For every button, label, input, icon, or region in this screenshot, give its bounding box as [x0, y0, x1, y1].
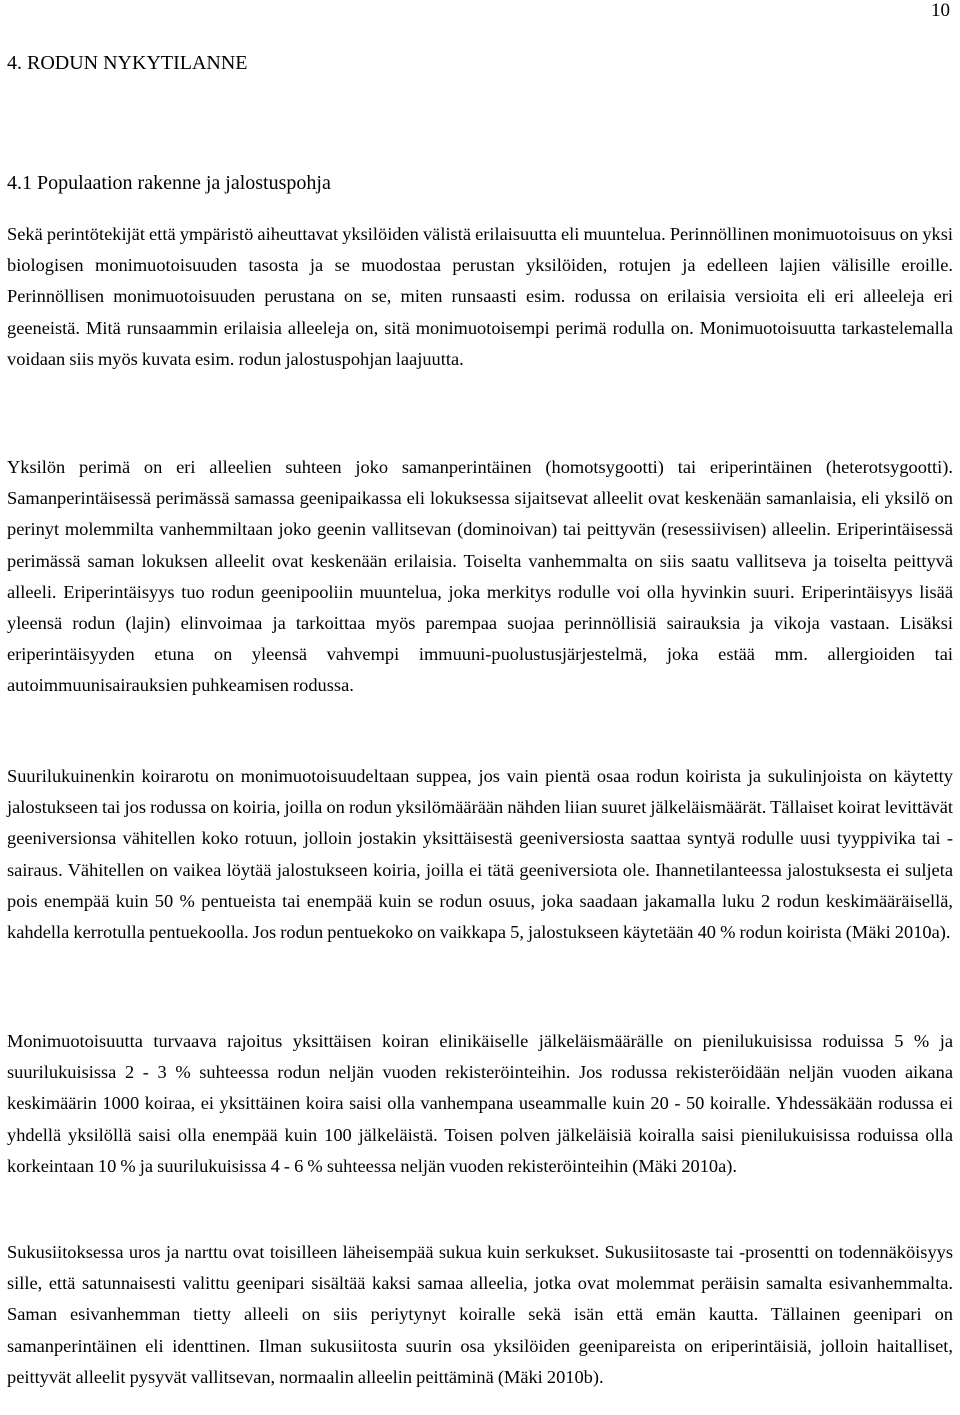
- paragraph-heterozygosity: Yksilön perimä on eri alleelien suhteen joko samanperintäinen (homotsygootti) tai eriperintäinen (heterotsygootti). Samanperintäisessä perimässä samassa geenipaikassa eli lokuksessa sijaitsevat alleelit ovat keskenään samanlaisia, eli yksilö on perinyt molemmilta vanhemmiltaan joko geenin vallitsevan (dominoivan) tai peittyvän (resessiivisen) alleelin. Eriperintäisessä perimässä saman lokuksen alleelit ovat keskenään erilaisia. Toiselta vanhemmalta on siis saatu vallitseva ja toiselta peittyvä alleeli. Eriperintäisyys tuo rodun geenipooliin muuntelua, joka merkitys rodulle voi olla hyvinkin suuri. Eriperintäisyys lisää yleensä rodun (lajin) elinvoimaa ja tarkoittaa myös parempaa suojaa perinnöllisiä sairauksia ja vikoja vastaan. Lisäksi eriperintäisyyden etuna on yleensä vahvempi immuuni-puolustusjärjestelmä, joka estää mm. allergioiden tai autoimmuunisairauksien puhkeamisen rodussa.: [7, 457, 953, 696]
- chapter-title: 4. RODUN NYKYTILANNE: [7, 52, 248, 74]
- page-number: 10: [931, 0, 950, 21]
- section-title: 4.1 Populaation rakenne ja jalostuspohja: [7, 172, 331, 194]
- paragraph-genetic-diversity: Sekä perintötekijät että ympäristö aiheuttavat yksilöiden välistä erilaisuutta eli muuntelua. Perinnöllinen monimuotoisuus on yksi biologisen monimuotoisuuden tasosta ja se muodostaa perustan yksilöiden, rotujen ja edelleen lajien välisille eroille. Perinnöllisen monimuotoisuuden perustana on se, miten runsaasti esim. rodussa on erilaisia versioita eli eri alleeleja eri geeneistä. Mitä runsaammin erilaisia alleeleja on, sitä monimuotoisempi perimä rodulla on. Monimuotoisuutta tarkastelemalla voidaan siis myös kuvata esim. rodun jalostuspohjan laajuutta.: [7, 224, 953, 369]
- paragraph-inbreeding: Sukusiitoksessa uros ja narttu ovat toisilleen läheisempää sukua kuin serkukset. Sukusiitosaste tai -prosentti on todennäköisyys sille, että satunnaisesti valittu geenipari sisältää kaksi samaa alleelia, jotka ovat molemmat peräisin samalta esivanhemmalta. Saman esivanhemman tietty alleeli on siis periytynyt koiralle sekä isän että emän kautta. Tällainen geenipari on samanperintäinen eli identtinen. Ilman sukusiitosta suurin osa yksilöiden geenipareista on eriperintäisiä, jolloin haitalliset, peittyvät alleelit pysyvät vallitsevan, normaalin alleelin peittäminä (Mäki 2010b).: [7, 1242, 953, 1387]
- paragraph-offspring-limits: Monimuotoisuutta turvaava rajoitus yksittäisen koiran elinikäiselle jälkeläismäärälle on pienilukuisissa roduissa 5 % ja suurilukuisissa 2 - 3 % suhteessa rodun neljän vuoden rekisteröinteihin. Jos rodussa rekisteröidään neljän vuoden aikana keskimäärin 1000 koiraa, ei yksittäinen koira saisi olla vanhempana useammalle kuin 20 - 50 koiralle. Yhdessäkään rodussa ei yhdellä yksilöllä saisi olla enempää kuin 100 jälkeläistä. Toisen polven jälkeläisiä koiralla saisi pienilukuisissa roduissa olla korkeintaan 10 % ja suurilukuisissa 4 - 6 % suhteessa neljän vuoden rekisteröinteihin (Mäki 2010a).: [7, 1031, 953, 1176]
- paragraph-breeding-base: Suurilukuinenkin koirarotu on monimuotoisuudeltaan suppea, jos vain pientä osaa rodun koirista ja sukulinjoista on käytetty jalostukseen tai jos rodussa on koiria, joilla on rodun yksilömäärään nähden liian suuret jälkeläismäärät. Tällaiset koirat levittävät geeniversionsa vähitellen koko rotuun, jolloin jostakin yksittäisestä geeniversiosta saattaa syntyä rodulle uusi tyyppivika tai -sairaus. Vähitellen on vaikea löytää jalostukseen koiria, joilla ei tätä geeniversiota ole. Ihannetilanteessa jalostuksesta ei suljeta pois enempää kuin 50 % pentueista tai enempää kuin se rodun osuus, joka saadaan jakamalla luku 2 rodun keskimääräisellä, kahdella kerrotulla pentuekoolla. Jos rodun pentuekoko on vaikkapa 5, jalostukseen käytetään 40 % rodun koirista (Mäki 2010a).: [7, 766, 953, 943]
